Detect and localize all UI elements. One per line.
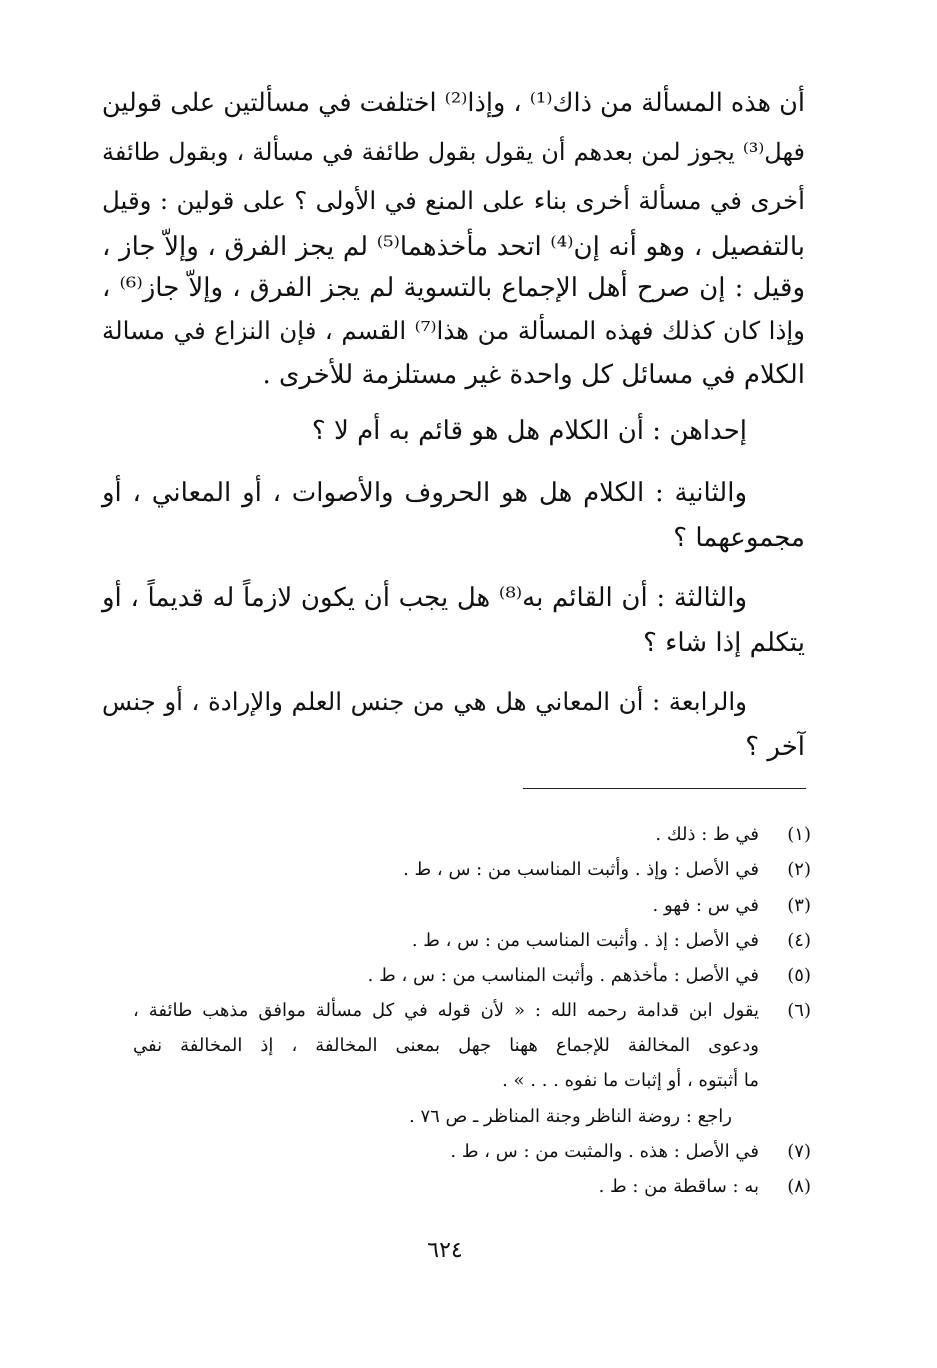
- footnote-number: (١): [787, 824, 811, 845]
- footnote-text: به : ساقطة من : ط .: [598, 1176, 759, 1197]
- footnote-text: في ط : ذلك .: [655, 824, 759, 845]
- footnote-separator: [523, 788, 806, 789]
- footnote-number: (٢): [787, 859, 811, 880]
- question-line: والثانية : الكلام هل هو الحروف والأصوات ، أو المعاني ، أو: [102, 478, 747, 508]
- footnote-number: (٧): [787, 1141, 811, 1162]
- footnote-number: (٦): [787, 1000, 811, 1021]
- footnote-text: في الأصل : هذه . والمثبت من : س ، ط .: [450, 1141, 759, 1162]
- body-line: بالتفصيل ، وهو أنه إن⁽⁴⁾ اتحد مأخذهما⁽⁵⁾ لم يجز الفرق ، وإلاّ جاز ،: [102, 232, 805, 262]
- footnote: [0, 822, 937, 848]
- footnote-text: في الأصل : مأخذهم . وأثبت المناسب من : س ، ط .: [367, 965, 759, 986]
- footnote-text: راجع : روضة الناظر وجنة المناظر ـ ص ٧٦ .: [408, 1106, 732, 1127]
- body-line: وقيل : إن صرح أهل الإجماع بالتسوية لم يجز الفرق ، وإلاّ جاز⁽⁶⁾ ،: [102, 273, 806, 303]
- footnote-number: (٥): [787, 965, 811, 986]
- footnote-text: ما أثبتوه ، أو إثبات ما نفوه . . . » .: [502, 1070, 759, 1091]
- body-line: فهل⁽³⁾ يجوز لمن بعدهم أن يقول بقول طائفة في مسألة ، وبقول طائفة: [102, 138, 805, 166]
- footnote-number: (٤): [787, 930, 811, 951]
- footnote-number: (٨): [787, 1176, 811, 1197]
- footnote: [0, 893, 937, 919]
- footnote-text: يقول ابن قدامة رحمه الله : « لأن قوله في كل مسألة موافق مذهب طائفة ،: [133, 1000, 759, 1021]
- body-line: أن هذه المسألة من ذاك⁽¹⁾ ، وإذا⁽²⁾ اختلفت في مسألتين على قولين: [101, 88, 805, 118]
- footnote-text: في الأصل : وإذ . وأثبت المناسب من : س ، ط .: [403, 859, 759, 880]
- page-number: ٦٢٤: [427, 1238, 463, 1263]
- footnote: [0, 1174, 937, 1200]
- question-line: آخر ؟: [745, 732, 805, 762]
- footnote-number: (٣): [787, 895, 811, 916]
- body-line: وإذا كان كذلك فهذه المسألة من هذا⁽⁷⁾ القسم ، فإن النزاع في مسالة: [102, 316, 806, 345]
- question-line: يتكلم إذا شاء ؟: [643, 628, 805, 658]
- question-line: والرابعة : أن المعاني هل هي من جنس العلم والإرادة ، أو جنس: [102, 687, 747, 716]
- footnote-text: في الأصل : إذ . وأثبت المناسب من : س ، ط .: [411, 930, 759, 951]
- question-line: مجموعهما ؟: [673, 523, 805, 553]
- body-line: الكلام في مسائل كل واحدة غير مستلزمة للأخرى .: [262, 360, 805, 390]
- question-line: والثالثة : أن القائم به⁽⁸⁾ هل يجب أن يكون لازماً له قديماً ، أو: [102, 583, 747, 613]
- footnote-text: في س : فهو .: [652, 895, 759, 916]
- footnote-text: ودعوى المخالفة للإجماع ههنا جهل بمعنى المخالفة ، إذ المخالفة نفي: [133, 1035, 759, 1056]
- question-line: إحداهن : أن الكلام هل هو قائم به أم لا ؟: [311, 416, 747, 446]
- body-line: أخرى في مسألة أخرى بناء على المنع في الأولى ؟ على قولين : وقيل: [102, 186, 805, 215]
